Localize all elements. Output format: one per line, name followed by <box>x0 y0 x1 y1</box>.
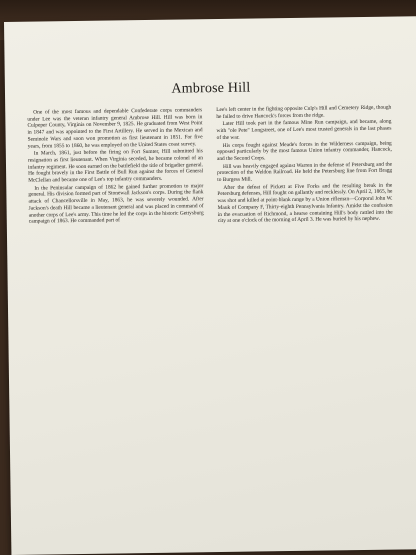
paragraph: After the defeat of Pickett at Five Forks and the resulting break in the Petersburg defenses, Hill fought on gallantly and recklessly. On April 2, 1865, he was shot and killed at point-blank range by a Union rifleman—Corporal John W. Mauk of Company F, Thirty-eighth Pennsylvania Infantry. Amidst the confusion in the evacuation of Richmond, a hearse containing Hill's body rattled into the city at one o'clock of the morning of April 3. He was buried by his nephew. <box>217 182 393 225</box>
paragraph: One of the most famous and dependable Confederate corps commanders under Lee was the veteran infantry general Ambrose Hill. Hill was born in Culpeper County, Virginia on November 9, 1825. He graduated from West Point in 1847 and was appointed to the First Artillery. He served in the Mexican and Seminole Wars and soon won promotion as first lieutenant in 1851. For five years, from 1855 to 1860, he was employed on the United States coast survey. <box>27 107 203 150</box>
paragraph: His corps fought against Meade's forces in the Wilderness campaign, being opposed particularly by the most famous Union infantry commander, Hancock, and the Second Corps. <box>216 140 392 162</box>
document-page <box>4 16 416 555</box>
right-text-column <box>216 105 393 226</box>
paragraph: Lee's left center in the fighting opposite Culp's Hill and Cemetery Ridge, though he failed to drive Hancock's forces from the ridge. <box>216 104 392 120</box>
left-text-column <box>27 107 204 226</box>
paragraph: Later Hill took part in the famous Mine Run campaign, and became, along with "ole Pete" Longstreet, one of Lee's most trusted generals in the last phases of the war. <box>216 119 392 141</box>
paragraph: In March, 1861, just before the firing on Fort Sumter, Hill submitted his resignation as first lieutenant. When Virginia seceded, he became colonel of an infantry regiment. He soon earned on the battlefield the title of brigadier general. He fought bravely in the First Battle of Bull Run against the forces of General McClellan and became one of Lee's top infantry commanders. <box>27 148 204 184</box>
paragraph: Hill was heavily engaged against Warren in the defense of Petersburg and the protection of the Weldon Railroad. He held the Petersburg line from Fort Bragg to Burgess Mill. <box>217 161 393 184</box>
page-title: Ambrose Hill <box>171 80 251 97</box>
paragraph: In the Peninsular campaign of 1862 he gained further promotion to major general. His division formed part of Stonewall Jackson's corps. During the flank attack of Chancellorsville in May, 1863, he was severely wounded. After Jackson's death Hill became a lieutenant general and was placed in command of another corps of Lee's army. This time he led the corps in the historic Gettysburg campaign of 1863. He commanded part of <box>28 182 204 225</box>
